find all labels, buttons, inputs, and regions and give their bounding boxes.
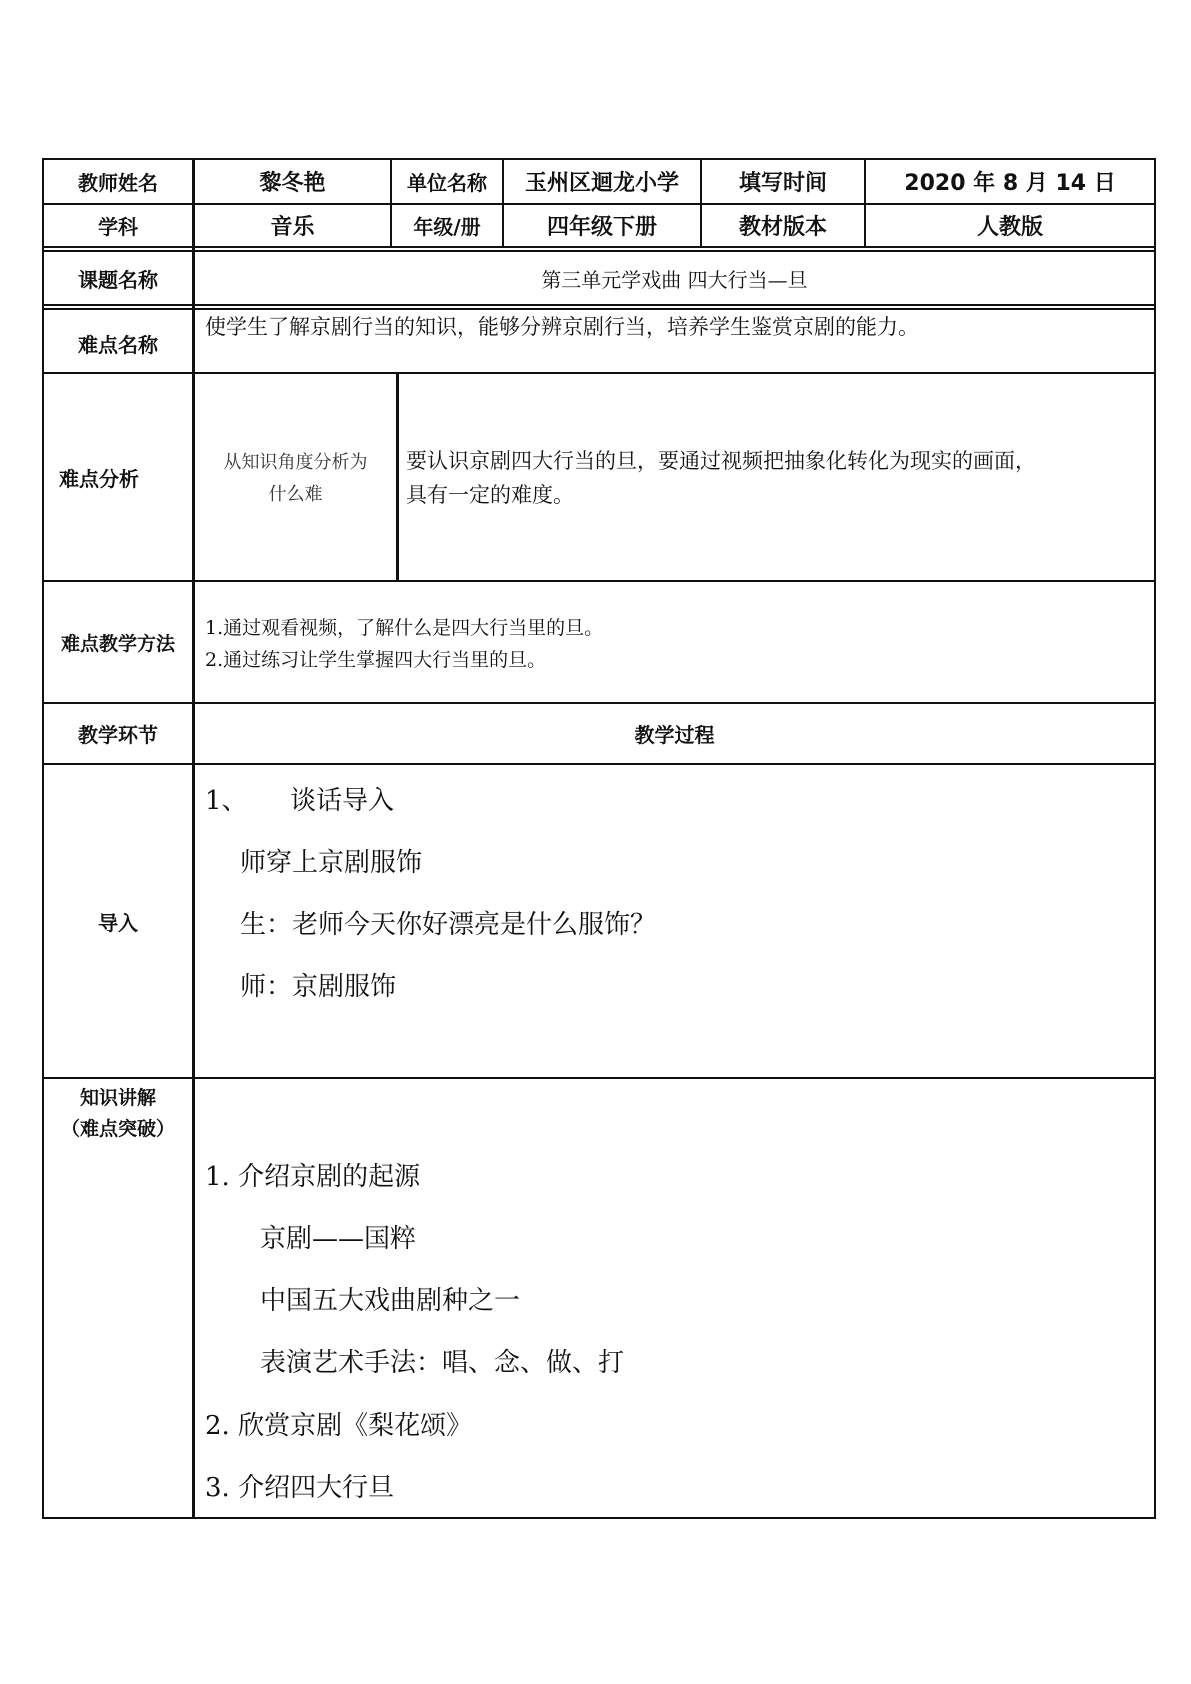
subject-label: 学科 xyxy=(98,215,138,239)
edition-label: 教材版本 xyxy=(738,215,827,240)
subject-value: 音乐 xyxy=(270,215,315,240)
knowledge-item1-sub3: 表演艺术手法：唱、念、做、打 xyxy=(260,1348,625,1378)
difficulty-label: 难点名称 xyxy=(78,332,158,357)
teacher-name-value: 黎冬艳 xyxy=(259,171,326,196)
intro-item-number: 1、 xyxy=(205,786,248,816)
analysis-column-divider xyxy=(396,372,399,582)
intro-line3: 师：京剧服饰 xyxy=(240,972,397,1002)
row-divider xyxy=(42,372,1156,374)
row-divider xyxy=(42,246,1156,248)
intro-line2: 生：老师今天你好漂亮是什么服饰？ xyxy=(240,910,657,940)
edition-value: 人教版 xyxy=(976,215,1043,240)
row-divider xyxy=(42,580,1156,582)
method-label: 难点教学方法 xyxy=(60,632,175,655)
grade-label: 年级/册 xyxy=(413,215,481,239)
row-divider xyxy=(42,308,1156,310)
table-right-border xyxy=(1154,158,1156,1519)
method-line2: 2.通过练习让学生掌握四大行当里的旦。 xyxy=(205,649,547,671)
topic-value: 第三单元学戏曲 四大行当—旦 xyxy=(541,267,808,292)
row-divider xyxy=(42,304,1156,306)
intro-line1: 师穿上京剧服饰 xyxy=(240,848,423,878)
analysis-sub-label-line2: 什么难 xyxy=(268,484,323,505)
knowledge-item3: 3. 介绍四大行旦 xyxy=(205,1473,395,1503)
fill-time-label: 填写时间 xyxy=(738,171,827,196)
analysis-value-line2: 具有一定的难度。 xyxy=(406,483,574,507)
stage-header: 教学环节 xyxy=(78,723,158,747)
process-header: 教学过程 xyxy=(634,723,715,747)
knowledge-item1: 1. 介绍京剧的起源 xyxy=(205,1162,421,1192)
difficulty-value: 使学生了解京剧行当的知识，能够分辨京剧行当，培养学生鉴赏京剧的能力。 xyxy=(205,315,919,339)
method-line1: 1.通过观看视频，了解什么是四大行当里的旦。 xyxy=(205,617,604,639)
analysis-value-line1: 要认识京剧四大行当的旦，要通过视频把抽象化转化为现实的画面， xyxy=(406,449,1036,473)
fill-time-value: 2020 年 8 月 14 日 xyxy=(904,171,1116,196)
table-bottom-border xyxy=(42,1517,1156,1519)
analysis-label: 难点分析 xyxy=(59,466,139,491)
label-column-divider xyxy=(192,158,195,1519)
intro-label: 导入 xyxy=(98,910,138,935)
row-divider xyxy=(42,763,1156,765)
knowledge-item2: 2. 欣赏京剧《梨花颂》 xyxy=(205,1411,473,1441)
knowledge-label-line2: （难点突破） xyxy=(60,1118,175,1140)
unit-name-label: 单位名称 xyxy=(407,171,487,195)
intro-item-title: 谈话导入 xyxy=(290,786,395,816)
teacher-name-label: 教师姓名 xyxy=(78,171,158,195)
knowledge-label-line1: 知识讲解 xyxy=(79,1087,156,1109)
analysis-sub-label-line1: 从知识角度分析为 xyxy=(223,452,368,473)
row-divider xyxy=(42,1077,1156,1079)
grade-value: 四年级下册 xyxy=(546,215,657,240)
knowledge-item1-sub1: 京剧——国粹 xyxy=(260,1224,417,1254)
unit-name-value: 玉州区迴龙小学 xyxy=(524,171,679,196)
knowledge-item1-sub2: 中国五大戏曲剧种之一 xyxy=(260,1286,521,1316)
topic-label: 课题名称 xyxy=(78,267,158,292)
